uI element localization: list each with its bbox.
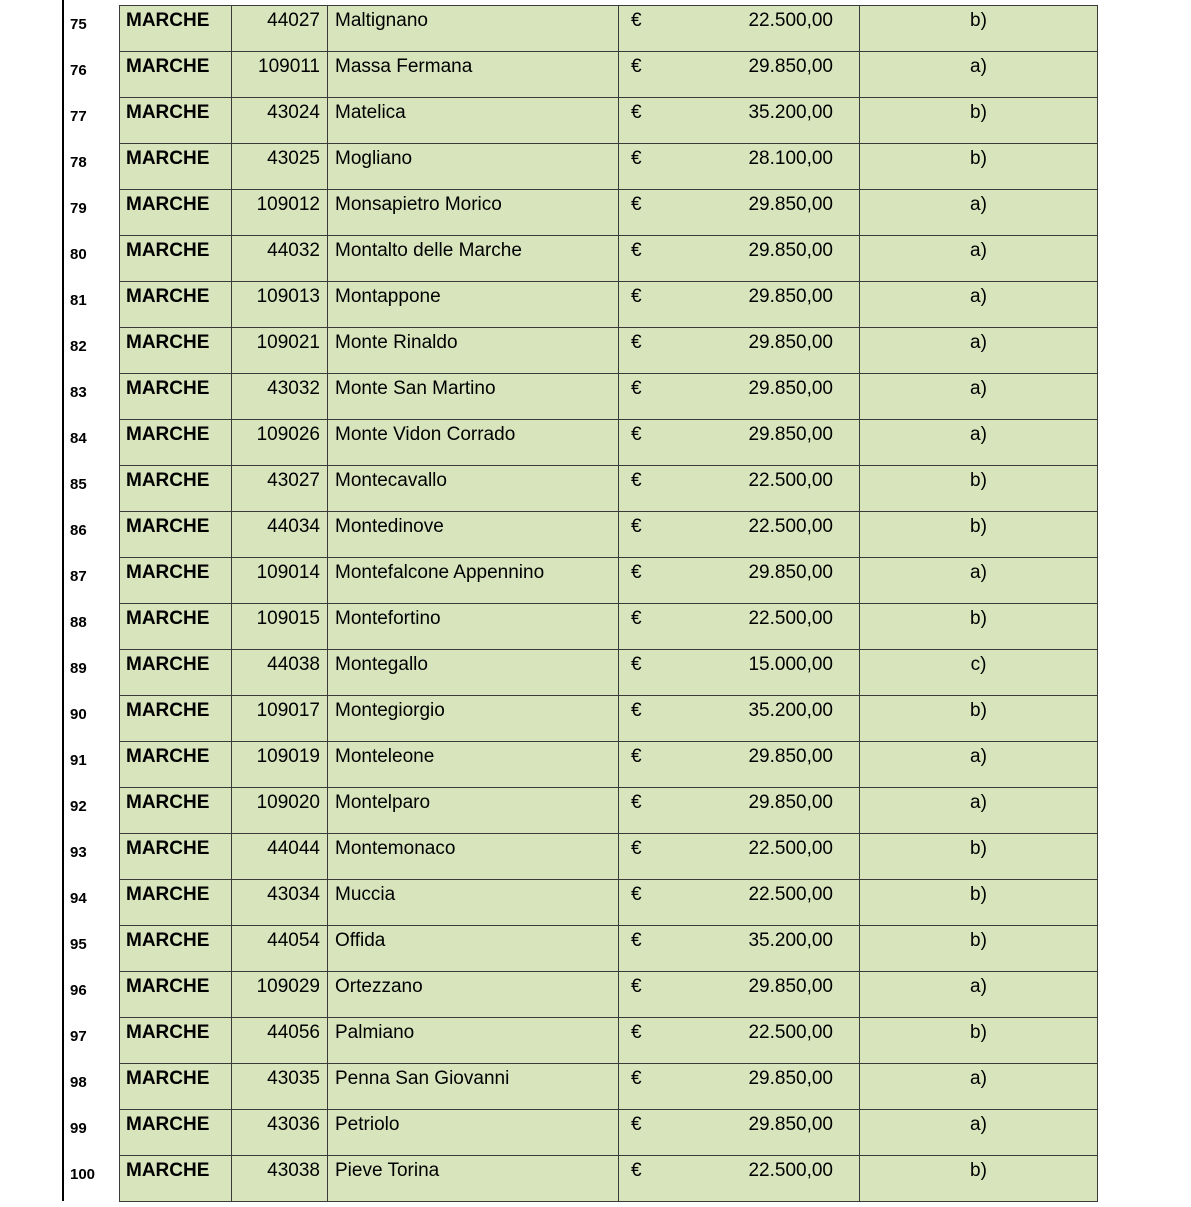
currency-symbol-cell: € (619, 512, 648, 558)
currency-symbol-cell: € (619, 1110, 648, 1156)
istat-code-cell: 44056 (232, 1018, 328, 1064)
region-cell: MARCHE (120, 6, 232, 52)
region-cell: MARCHE (120, 1018, 232, 1064)
table-row (64, 972, 1098, 1018)
currency-symbol-cell: € (619, 696, 648, 742)
municipality-funding-table (64, 5, 1098, 1202)
currency-symbol-cell: € (619, 420, 648, 466)
municipality-name-cell: Maltignano (328, 6, 619, 52)
table-row (64, 650, 1098, 696)
istat-code-cell: 109019 (232, 742, 328, 788)
currency-symbol-cell: € (619, 650, 648, 696)
row-number: 90 (64, 696, 120, 742)
amount-cell: 29.850,00 (647, 52, 860, 98)
region-cell: MARCHE (120, 466, 232, 512)
amount-cell: 29.850,00 (647, 282, 860, 328)
currency-symbol-cell: € (619, 144, 648, 190)
istat-code-cell: 43035 (232, 1064, 328, 1110)
class-cell: a) (860, 420, 1098, 466)
class-cell: b) (860, 6, 1098, 52)
class-cell: a) (860, 742, 1098, 788)
currency-symbol-cell: € (619, 466, 648, 512)
table-row (64, 1110, 1098, 1156)
municipality-name-cell: Monsapietro Morico (328, 190, 619, 236)
municipality-name-cell: Pieve Torina (328, 1156, 619, 1202)
municipality-name-cell: Montemonaco (328, 834, 619, 880)
class-cell: a) (860, 236, 1098, 282)
region-cell: MARCHE (120, 1110, 232, 1156)
row-number: 85 (64, 466, 120, 512)
row-number: 81 (64, 282, 120, 328)
amount-cell: 29.850,00 (647, 236, 860, 282)
amount-cell: 28.100,00 (647, 144, 860, 190)
municipality-name-cell: Montedinove (328, 512, 619, 558)
municipality-name-cell: Penna San Giovanni (328, 1064, 619, 1110)
istat-code-cell: 43025 (232, 144, 328, 190)
istat-code-cell: 109026 (232, 420, 328, 466)
currency-symbol-cell: € (619, 6, 648, 52)
currency-symbol-cell: € (619, 1018, 648, 1064)
municipality-name-cell: Montelparo (328, 788, 619, 834)
class-cell: b) (860, 512, 1098, 558)
row-number: 95 (64, 926, 120, 972)
currency-symbol-cell: € (619, 190, 648, 236)
municipality-name-cell: Mogliano (328, 144, 619, 190)
municipality-name-cell: Monte Vidon Corrado (328, 420, 619, 466)
municipality-name-cell: Montegiorgio (328, 696, 619, 742)
amount-cell: 15.000,00 (647, 650, 860, 696)
class-cell: b) (860, 466, 1098, 512)
region-cell: MARCHE (120, 1064, 232, 1110)
municipality-name-cell: Monteleone (328, 742, 619, 788)
istat-code-cell: 109015 (232, 604, 328, 650)
amount-cell: 35.200,00 (647, 926, 860, 972)
table-row (64, 926, 1098, 972)
currency-symbol-cell: € (619, 788, 648, 834)
row-number: 86 (64, 512, 120, 558)
region-cell: MARCHE (120, 696, 232, 742)
currency-symbol-cell: € (619, 834, 648, 880)
row-number: 80 (64, 236, 120, 282)
istat-code-cell: 43024 (232, 98, 328, 144)
row-number: 87 (64, 558, 120, 604)
istat-code-cell: 109021 (232, 328, 328, 374)
currency-symbol-cell: € (619, 558, 648, 604)
class-cell: a) (860, 374, 1098, 420)
municipality-name-cell: Massa Fermana (328, 52, 619, 98)
class-cell: a) (860, 190, 1098, 236)
municipality-name-cell: Muccia (328, 880, 619, 926)
region-cell: MARCHE (120, 420, 232, 466)
row-number: 88 (64, 604, 120, 650)
region-cell: MARCHE (120, 374, 232, 420)
row-number: 98 (64, 1064, 120, 1110)
table-row (64, 236, 1098, 282)
istat-code-cell: 109017 (232, 696, 328, 742)
row-number: 79 (64, 190, 120, 236)
currency-symbol-cell: € (619, 98, 648, 144)
amount-cell: 29.850,00 (647, 972, 860, 1018)
table-row (64, 144, 1098, 190)
municipality-name-cell: Palmiano (328, 1018, 619, 1064)
istat-code-cell: 44038 (232, 650, 328, 696)
table-row (64, 6, 1098, 52)
class-cell: b) (860, 926, 1098, 972)
amount-cell: 29.850,00 (647, 742, 860, 788)
table-row (64, 374, 1098, 420)
amount-cell: 22.500,00 (647, 1018, 860, 1064)
region-cell: MARCHE (120, 98, 232, 144)
municipality-name-cell: Matelica (328, 98, 619, 144)
amount-cell: 29.850,00 (647, 1110, 860, 1156)
currency-symbol-cell: € (619, 972, 648, 1018)
row-number: 76 (64, 52, 120, 98)
amount-cell: 29.850,00 (647, 328, 860, 374)
istat-code-cell: 43027 (232, 466, 328, 512)
table-row (64, 328, 1098, 374)
amount-cell: 22.500,00 (647, 6, 860, 52)
amount-cell: 29.850,00 (647, 420, 860, 466)
istat-code-cell: 43032 (232, 374, 328, 420)
municipality-name-cell: Monte Rinaldo (328, 328, 619, 374)
class-cell: a) (860, 328, 1098, 374)
amount-cell: 22.500,00 (647, 1156, 860, 1202)
row-number: 78 (64, 144, 120, 190)
table-row (64, 880, 1098, 926)
region-cell: MARCHE (120, 788, 232, 834)
istat-code-cell: 43034 (232, 880, 328, 926)
region-cell: MARCHE (120, 558, 232, 604)
table-row (64, 98, 1098, 144)
region-cell: MARCHE (120, 190, 232, 236)
region-cell: MARCHE (120, 1156, 232, 1202)
table-row (64, 696, 1098, 742)
table-row (64, 512, 1098, 558)
istat-code-cell: 44032 (232, 236, 328, 282)
table-row (64, 558, 1098, 604)
row-number: 89 (64, 650, 120, 696)
table-row (64, 466, 1098, 512)
row-number: 84 (64, 420, 120, 466)
row-number: 77 (64, 98, 120, 144)
currency-symbol-cell: € (619, 236, 648, 282)
table-row (64, 52, 1098, 98)
municipality-name-cell: Montecavallo (328, 466, 619, 512)
currency-symbol-cell: € (619, 926, 648, 972)
currency-symbol-cell: € (619, 1156, 648, 1202)
amount-cell: 29.850,00 (647, 788, 860, 834)
amount-cell: 29.850,00 (647, 190, 860, 236)
table-body (64, 6, 1098, 1202)
table-row (64, 420, 1098, 466)
istat-code-cell: 44054 (232, 926, 328, 972)
currency-symbol-cell: € (619, 328, 648, 374)
istat-code-cell: 43038 (232, 1156, 328, 1202)
class-cell: b) (860, 1018, 1098, 1064)
municipality-name-cell: Montalto delle Marche (328, 236, 619, 282)
class-cell: a) (860, 558, 1098, 604)
table-row (64, 190, 1098, 236)
table-row (64, 834, 1098, 880)
currency-symbol-cell: € (619, 374, 648, 420)
currency-symbol-cell: € (619, 52, 648, 98)
table-row (64, 604, 1098, 650)
region-cell: MARCHE (120, 52, 232, 98)
class-cell: b) (860, 604, 1098, 650)
class-cell: a) (860, 788, 1098, 834)
row-number: 75 (64, 6, 120, 52)
row-number: 94 (64, 880, 120, 926)
region-cell: MARCHE (120, 972, 232, 1018)
class-cell: b) (860, 880, 1098, 926)
region-cell: MARCHE (120, 604, 232, 650)
class-cell: a) (860, 52, 1098, 98)
amount-cell: 29.850,00 (647, 558, 860, 604)
amount-cell: 35.200,00 (647, 98, 860, 144)
table-row (64, 1156, 1098, 1202)
class-cell: a) (860, 1110, 1098, 1156)
istat-code-cell: 44044 (232, 834, 328, 880)
istat-code-cell: 109013 (232, 282, 328, 328)
currency-symbol-cell: € (619, 1064, 648, 1110)
table-row (64, 788, 1098, 834)
region-cell: MARCHE (120, 880, 232, 926)
amount-cell: 35.200,00 (647, 696, 860, 742)
region-cell: MARCHE (120, 282, 232, 328)
currency-symbol-cell: € (619, 742, 648, 788)
amount-cell: 22.500,00 (647, 880, 860, 926)
region-cell: MARCHE (120, 834, 232, 880)
istat-code-cell: 44034 (232, 512, 328, 558)
istat-code-cell: 44027 (232, 6, 328, 52)
istat-code-cell: 43036 (232, 1110, 328, 1156)
municipality-name-cell: Montegallo (328, 650, 619, 696)
table-row (64, 282, 1098, 328)
class-cell: b) (860, 144, 1098, 190)
amount-cell: 29.850,00 (647, 374, 860, 420)
row-number: 93 (64, 834, 120, 880)
region-cell: MARCHE (120, 236, 232, 282)
istat-code-cell: 109011 (232, 52, 328, 98)
municipality-name-cell: Montefortino (328, 604, 619, 650)
table-row (64, 1018, 1098, 1064)
row-number: 82 (64, 328, 120, 374)
row-number: 92 (64, 788, 120, 834)
municipality-name-cell: Petriolo (328, 1110, 619, 1156)
istat-code-cell: 109014 (232, 558, 328, 604)
table-row (64, 1064, 1098, 1110)
table-row (64, 742, 1098, 788)
row-number: 97 (64, 1018, 120, 1064)
istat-code-cell: 109020 (232, 788, 328, 834)
row-number: 96 (64, 972, 120, 1018)
row-number: 100 (64, 1156, 120, 1202)
amount-cell: 29.850,00 (647, 1064, 860, 1110)
municipality-name-cell: Monte San Martino (328, 374, 619, 420)
currency-symbol-cell: € (619, 604, 648, 650)
municipality-table-wrapper (64, 5, 1098, 1202)
currency-symbol-cell: € (619, 282, 648, 328)
istat-code-cell: 109029 (232, 972, 328, 1018)
amount-cell: 22.500,00 (647, 466, 860, 512)
amount-cell: 22.500,00 (647, 604, 860, 650)
class-cell: b) (860, 98, 1098, 144)
class-cell: b) (860, 834, 1098, 880)
amount-cell: 22.500,00 (647, 512, 860, 558)
row-number: 99 (64, 1110, 120, 1156)
municipality-name-cell: Montappone (328, 282, 619, 328)
class-cell: b) (860, 696, 1098, 742)
class-cell: a) (860, 972, 1098, 1018)
municipality-name-cell: Offida (328, 926, 619, 972)
row-number: 83 (64, 374, 120, 420)
region-cell: MARCHE (120, 650, 232, 696)
region-cell: MARCHE (120, 512, 232, 558)
istat-code-cell: 109012 (232, 190, 328, 236)
region-cell: MARCHE (120, 328, 232, 374)
region-cell: MARCHE (120, 144, 232, 190)
region-cell: MARCHE (120, 926, 232, 972)
row-number: 91 (64, 742, 120, 788)
currency-symbol-cell: € (619, 880, 648, 926)
amount-cell: 22.500,00 (647, 834, 860, 880)
class-cell: a) (860, 282, 1098, 328)
municipality-name-cell: Ortezzano (328, 972, 619, 1018)
class-cell: b) (860, 1156, 1098, 1202)
municipality-name-cell: Montefalcone Appennino (328, 558, 619, 604)
class-cell: c) (860, 650, 1098, 696)
region-cell: MARCHE (120, 742, 232, 788)
class-cell: a) (860, 1064, 1098, 1110)
